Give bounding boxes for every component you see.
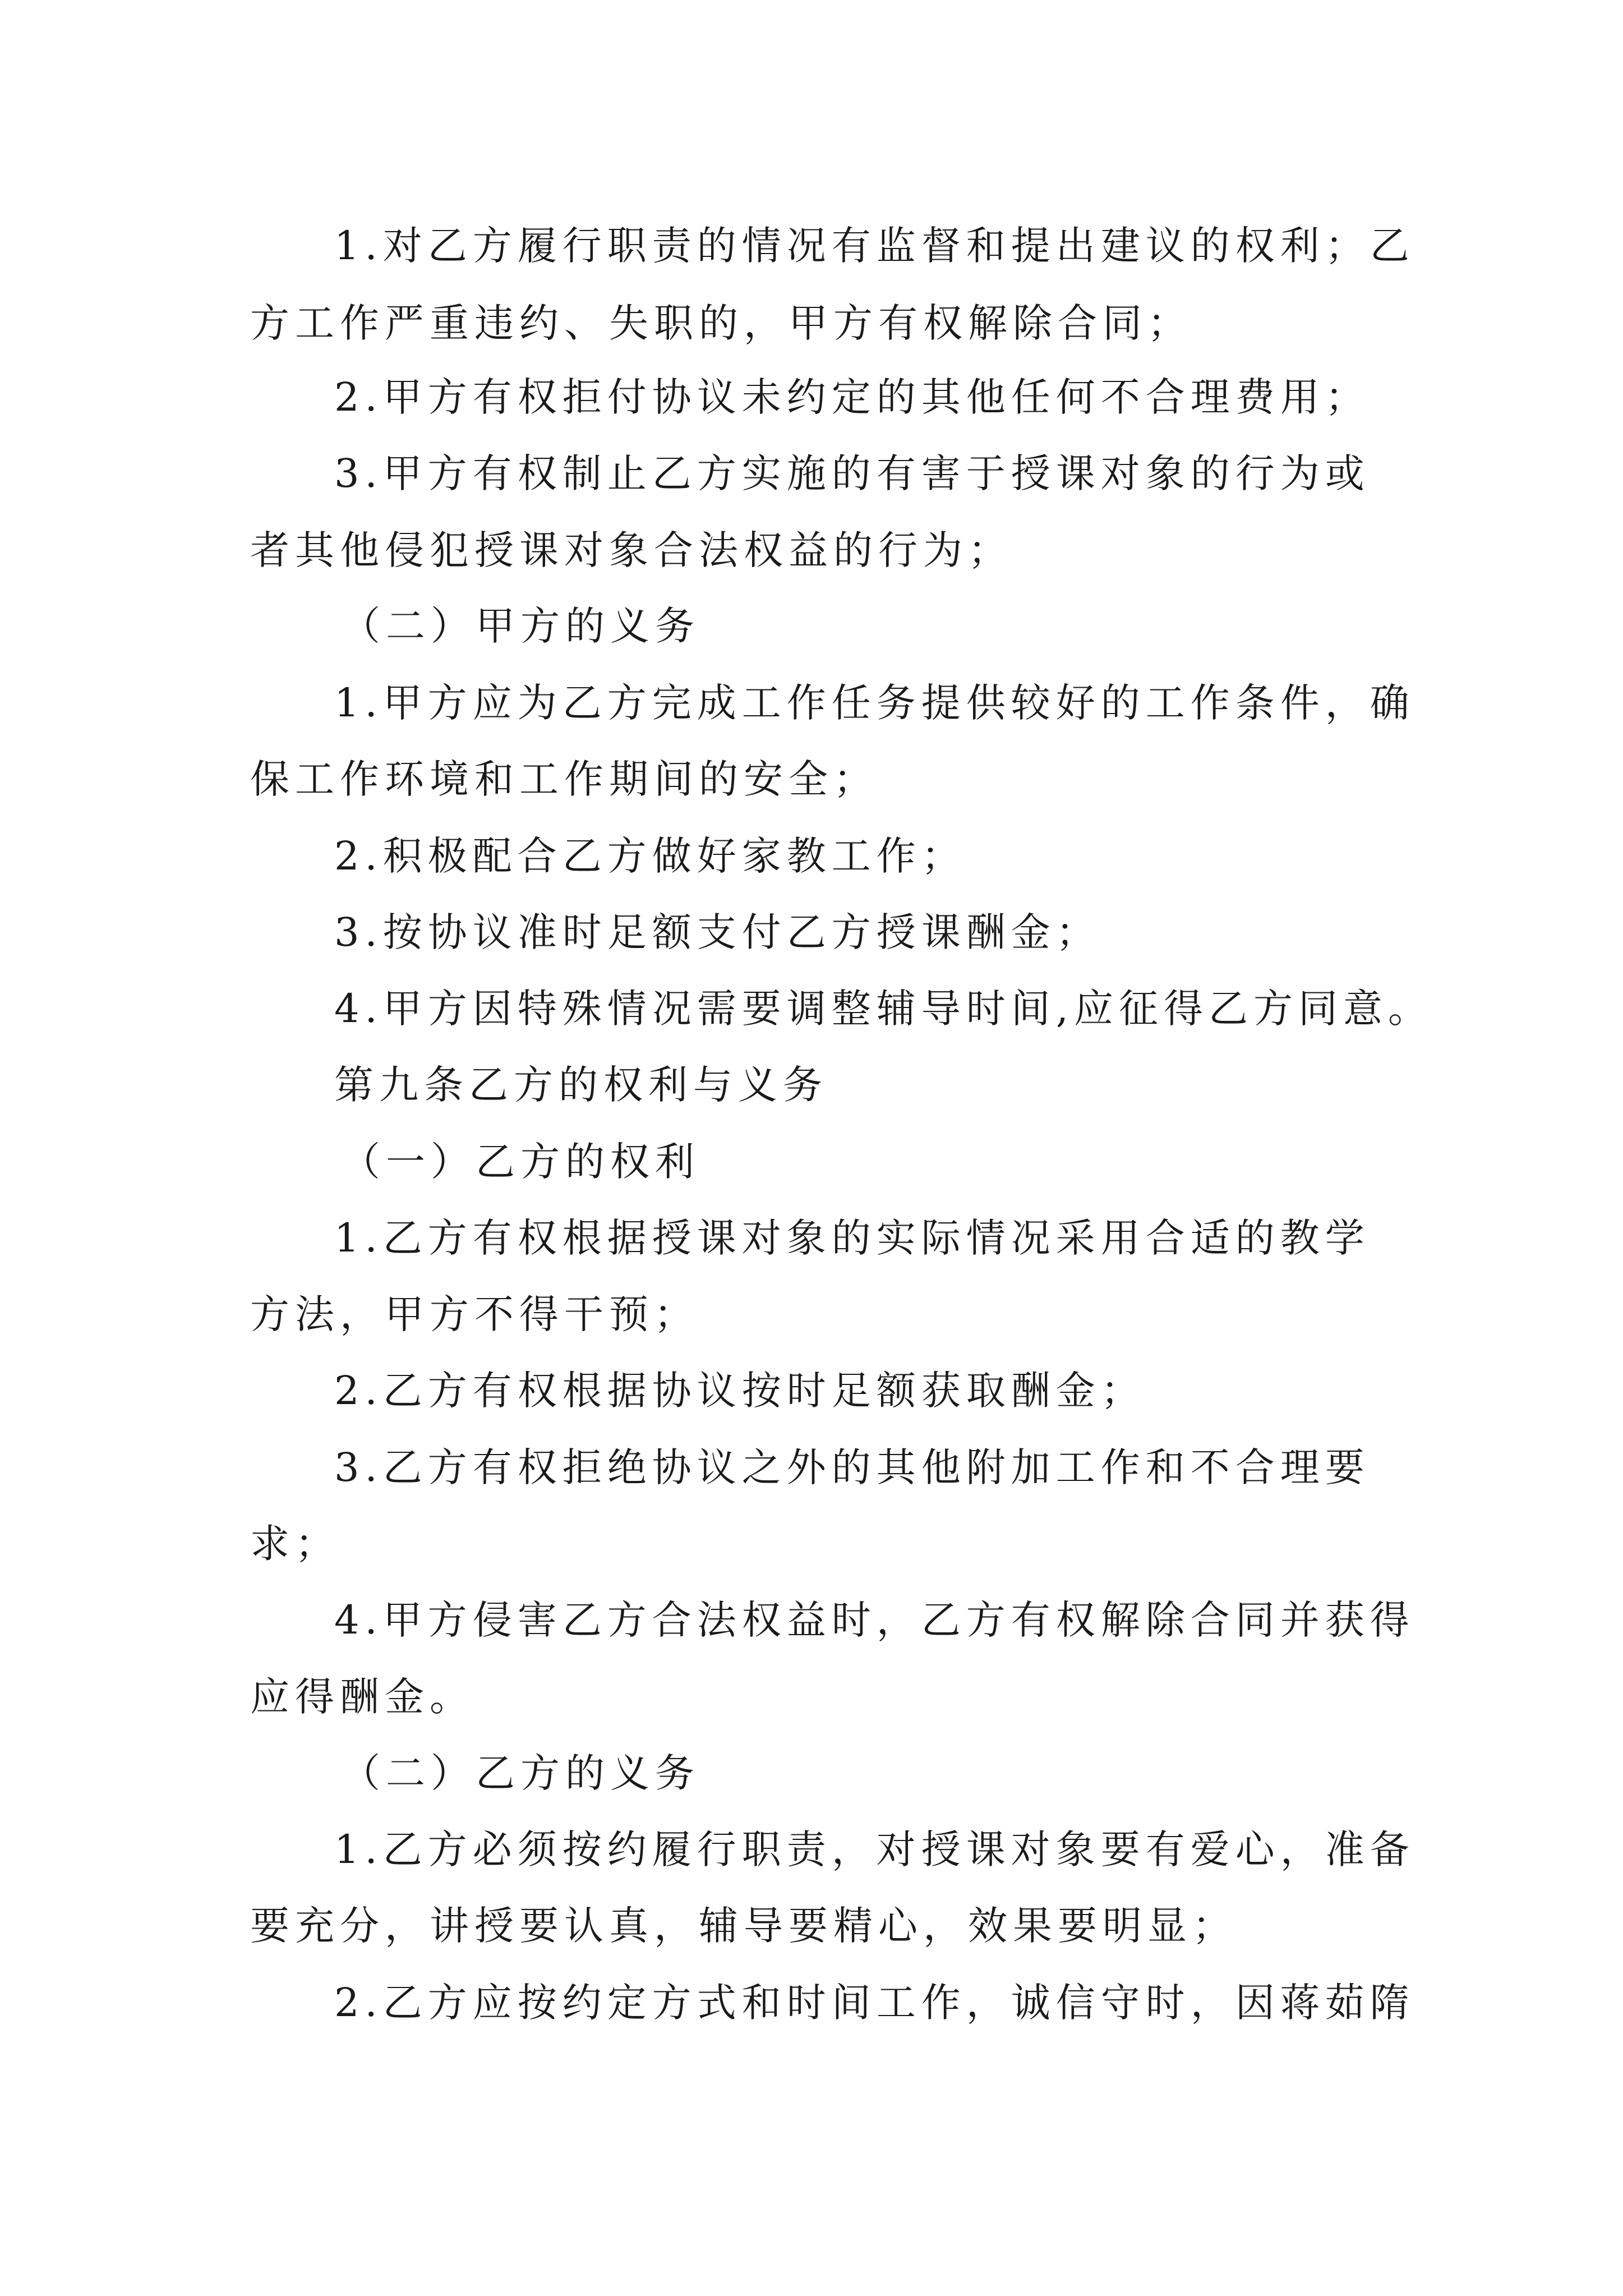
text-line: 3.乙方有权拒绝协议之外的其他附加工作和不合理要 [334, 1444, 1370, 1490]
text-line: 2.乙方应按约定方式和时间工作，诚信守时，因蒋茹隋 [334, 1980, 1415, 2026]
text-line: 1.甲方应为乙方完成工作任务提供较好的工作条件，确 [334, 680, 1415, 726]
section-heading: （二）乙方的义务 [341, 1750, 700, 1796]
text-line: 3.甲方有权制止乙方实施的有害于授课对象的行为或 [334, 450, 1370, 496]
text-line: 2.甲方有权拒付协议未约定的其他任何不合理费用； [334, 374, 1370, 420]
text-line: 4.甲方侵害乙方合法权益时，乙方有权解除合同并获得 [334, 1597, 1415, 1643]
text-line: 3.按协议准时足额支付乙方授课酬金； [334, 909, 1101, 955]
text-line: 方工作严重违约、失职的，甲方有权解除合同； [250, 300, 1192, 346]
text-line: 4.甲方因特殊情况需要调整辅导时间,应征得乙方同意。 [334, 986, 1433, 1032]
text-line: 2.乙方有权根据协议按时足额获取酬金； [334, 1368, 1146, 1414]
section-heading: （二）甲方的义务 [341, 603, 700, 649]
section-heading: （一）乙方的权利 [341, 1139, 700, 1185]
text-line: 1.乙方有权根据授课对象的实际情况采用合适的教学 [334, 1215, 1370, 1261]
text-line: 者其他侵犯授课对象合法权益的行为； [250, 527, 1013, 573]
text-line: 保工作环境和工作期间的安全； [250, 756, 878, 802]
text-line: 2.积极配合乙方做好家教工作； [334, 833, 966, 879]
text-line: 求； [250, 1521, 340, 1567]
text-line: 要充分，讲授要认真，辅导要精心，效果要明显； [250, 1903, 1237, 1949]
text-line: 应得酬金。 [250, 1674, 474, 1720]
text-line: 1.对乙方履行职责的情况有监督和提出建议的权利；乙 [334, 223, 1415, 269]
text-line: 1.乙方必须按约履行职责，对授课对象要有爱心，准备 [334, 1826, 1415, 1872]
article-heading: 第九条乙方的权利与义务 [334, 1062, 828, 1108]
text-line: 方法，甲方不得干预； [250, 1291, 699, 1337]
